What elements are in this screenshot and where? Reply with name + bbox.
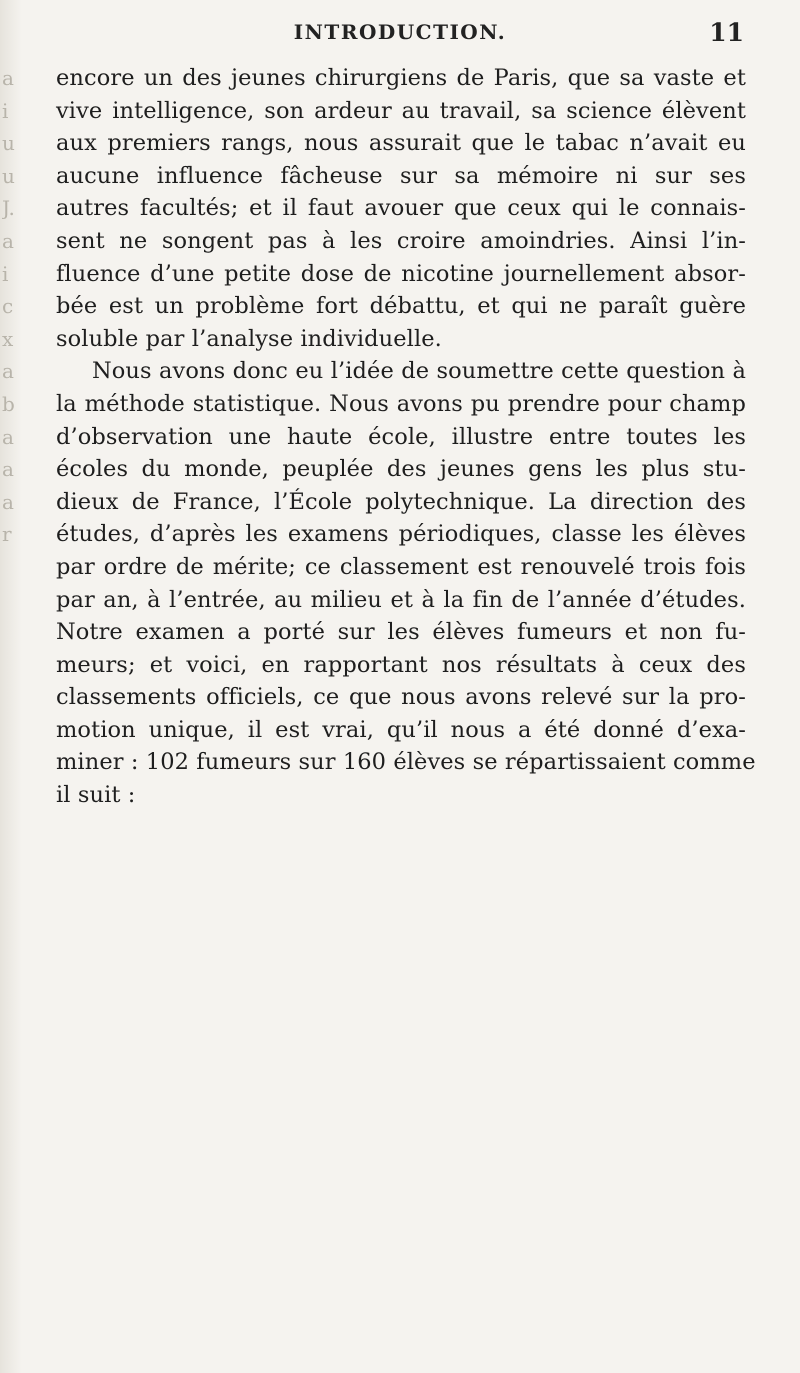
text-line: aux premiers rangs, nous assurait que le tabac n’avait eu (56, 130, 746, 157)
text-line: par an, à l’entrée, au milieu et à la fin de l’année d’études. (56, 586, 746, 613)
text-line: motion unique, il est vrai, qu’il nous a été donné d’exa- (56, 716, 746, 743)
text-line: meurs; et voici, en rapportant nos résultats à ceux des (56, 651, 746, 678)
bleed-through-margin (2, 62, 28, 551)
gutter-mark: x (2, 326, 14, 351)
gutter-mark: i (2, 261, 9, 286)
gutter-mark: J. (2, 196, 15, 221)
text-line: fluence d’une petite dose de nicotine journellement absor- (56, 260, 746, 287)
gutter-mark: b (2, 391, 15, 416)
gutter-mark: i (2, 98, 9, 123)
text-line: encore un des jeunes chirurgiens de Paris, que sa vaste et (56, 65, 746, 91)
gutter-mark: u (2, 163, 15, 188)
running-header (0, 20, 800, 56)
text-line: il suit : (56, 782, 136, 809)
paragraph-start-line: Nous avons donc eu l’idée de soumettre cette question à (92, 358, 746, 385)
text-line: sent ne songent pas à les croire amoindries. Ainsi l’in- (56, 227, 746, 254)
text-line: aucune influence fâcheuse sur sa mémoire ni sur ses (56, 162, 746, 189)
gutter-mark: c (2, 294, 14, 319)
text-line: autres facultés; et il faut avouer que ceux qui le connais- (56, 195, 746, 222)
body-text (56, 62, 756, 812)
text-line: par ordre de mérite; ce classement est renouvelé trois fois (56, 553, 746, 580)
text-line: la méthode statistique. Nous avons pu prendre pour champ (56, 390, 746, 417)
gutter-mark: u (2, 131, 15, 156)
gutter-mark: a (2, 66, 14, 90)
gutter-mark: a (2, 228, 14, 253)
gutter-mark: a (2, 489, 14, 514)
text-line: soluble par l’analyse individuelle. (56, 325, 442, 352)
text-line: dieux de France, l’École polytechnique. La direction des (56, 488, 746, 515)
gutter-mark: a (2, 424, 14, 449)
text-line: études, d’après les examens périodiques, classe les élèves (56, 521, 746, 548)
text-line: écoles du monde, peuplée des jeunes gens les plus stu- (56, 456, 746, 483)
text-line: d’observation une haute école, illustre entre toutes les (56, 423, 746, 450)
text-line: miner : 102 fumeurs sur 160 élèves se répartissaient comme (56, 749, 756, 776)
gutter-mark: a (2, 359, 14, 384)
gutter-mark: a (2, 457, 14, 482)
running-title: INTRODUCTION. (293, 20, 507, 44)
text-line: classements officiels, ce que nous avons relevé sur la pro- (56, 684, 746, 711)
page-number: 11 (709, 18, 744, 47)
text-line: Notre examen a porté sur les élèves fumeurs et non fu- (56, 619, 746, 646)
text-line: bée est un problème fort débattu, et qui ne paraît guère (56, 293, 746, 320)
text-line: vive intelligence, son ardeur au travail, sa science élèvent (56, 97, 746, 124)
gutter-mark: r (2, 522, 12, 547)
